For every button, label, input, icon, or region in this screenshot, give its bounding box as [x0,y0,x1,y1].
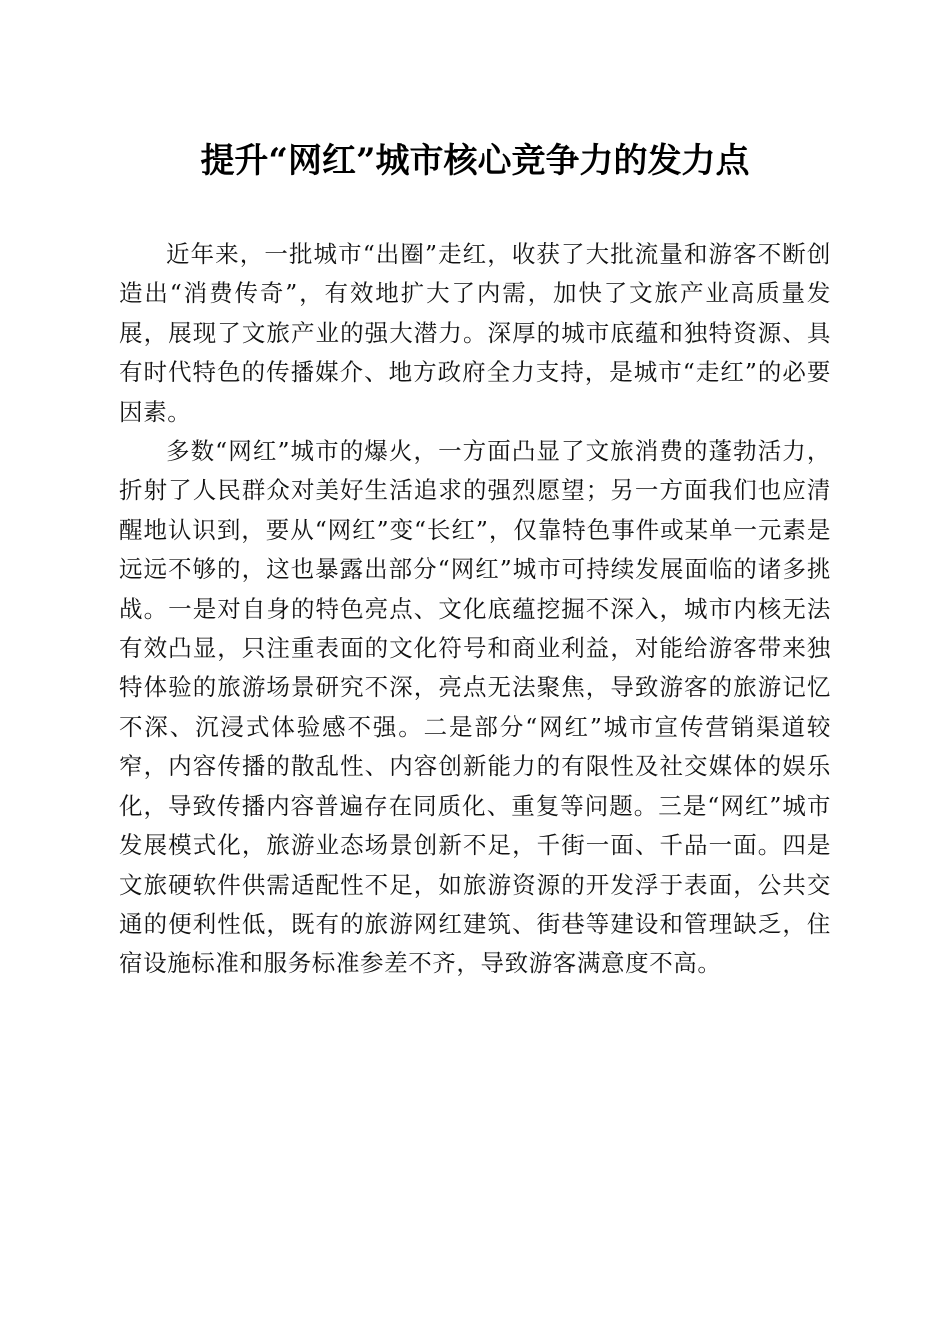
paragraph-2: 多数“网红”城市的爆火，一方面凸显了文旅消费的蓬勃活力，折射了人民群众对美好生活追求的强烈愿望；另一方面我们也应清醒地认识到，要从“网红”变“长红”，仅靠特色事件或某单一元素是远远不够的，这也暴露出部分“网红”城市可持续发展面临的诸多挑战。一是对自身的特色亮点、文化底蕴挖掘不深入，城市内核无法有效凸显，只注重表面的文化符号和商业利益，对能给游客带来独特体验的旅游场景研究不深，亮点无法聚焦，导致游客的旅游记忆不深、沉浸式体验感不强。二是部分“网红”城市宣传营销渠道较窄，内容传播的散乱性、内容创新能力的有限性及社交媒体的娱乐化，导致传播内容普遍存在同质化、重复等问题。三是“网红”城市发展模式化，旅游业态场景创新不足，千街一面、千品一面。四是文旅硬软件供需适配性不足，如旅游资源的开发浮于表面，公共交通的便利性低，既有的旅游网红建筑、街巷等建设和管理缺乏，住宿设施标准和服务标准参差不齐，导致游客满意度不高。 [119,437,831,978]
document-body [119,235,831,984]
document-title: 提升“网红”城市核心竞争力的发力点 [200,141,750,181]
paragraph-1: 近年来，一批城市“出圈”走红，收获了大批流量和游客不断创造出“消费传奇”，有效地扩大了内需，加快了文旅产业高质量发展，展现了文旅产业的强大潜力。深厚的城市底蕴和独特资源、具有时代特色的传播媒介、地方政府全力支持，是城市“走红”的必要因素。 [119,240,831,426]
